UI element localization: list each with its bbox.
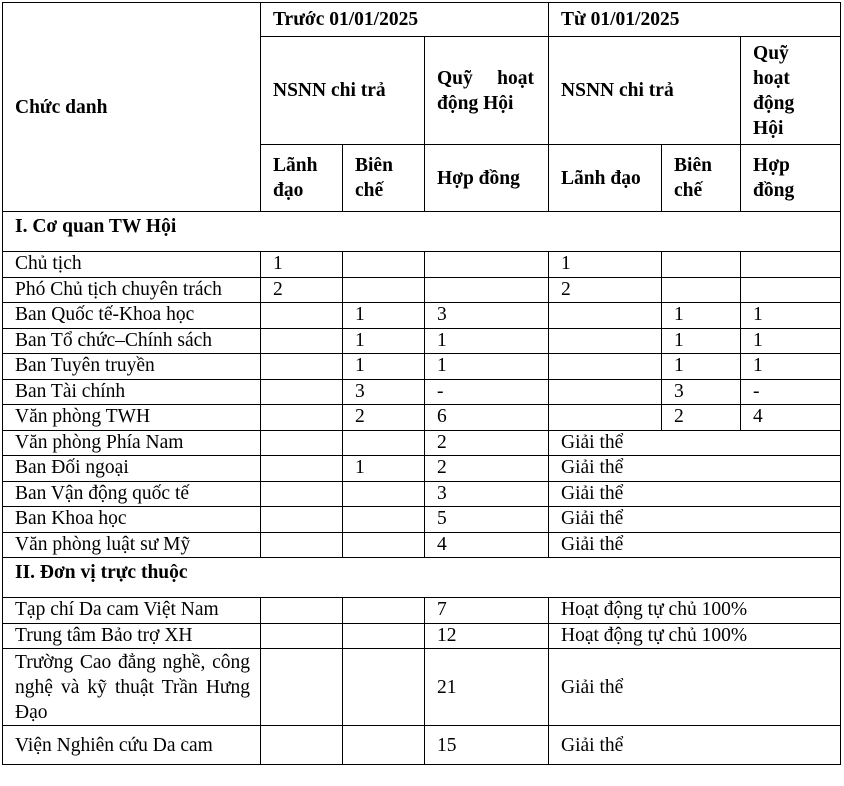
cell-lanh-dao-from bbox=[549, 379, 662, 405]
header-bien-che-from: Biên chế bbox=[662, 145, 741, 212]
row-label: Ban Tuyên truyền bbox=[3, 354, 261, 380]
cell-hop-dong-from: 1 bbox=[741, 328, 841, 354]
cell-bien-che-before: 1 bbox=[343, 354, 425, 380]
cell-hop-dong-from: - bbox=[741, 379, 841, 405]
row-label: Chủ tịch bbox=[3, 252, 261, 278]
cell-hop-dong-before: 3 bbox=[425, 303, 549, 329]
table-row bbox=[3, 405, 841, 431]
header-lanh-dao-from: Lãnh đạo bbox=[549, 145, 662, 212]
cell-hop-dong-before: 12 bbox=[425, 623, 549, 649]
row-label: Ban Vận động quốc tế bbox=[3, 481, 261, 507]
cell-lanh-dao-before bbox=[261, 649, 343, 726]
cell-status-from: Hoạt động tự chủ 100% bbox=[549, 598, 841, 624]
cell-lanh-dao-before bbox=[261, 726, 343, 765]
cell-bien-che-from: 2 bbox=[662, 405, 741, 431]
cell-lanh-dao-before bbox=[261, 532, 343, 558]
cell-bien-che-before bbox=[343, 598, 425, 624]
table-row bbox=[3, 354, 841, 380]
header-lanh-dao-before: Lãnh đạo bbox=[261, 145, 343, 212]
cell-hop-dong-before: 2 bbox=[425, 456, 549, 482]
cell-bien-che-before: 3 bbox=[343, 379, 425, 405]
cell-bien-che-before bbox=[343, 623, 425, 649]
header-from-2025: Từ 01/01/2025 bbox=[549, 3, 841, 37]
cell-lanh-dao-before bbox=[261, 598, 343, 624]
header-row-periods bbox=[3, 3, 841, 37]
header-quy-before: Quỹ hoạt động Hội bbox=[425, 37, 549, 145]
row-label: Ban Đối ngoại bbox=[3, 456, 261, 482]
cell-bien-che-before bbox=[343, 481, 425, 507]
cell-hop-dong-before: 2 bbox=[425, 430, 549, 456]
table-row bbox=[3, 507, 841, 533]
row-label: Tạp chí Da cam Việt Nam bbox=[3, 598, 261, 624]
header-chuc-danh: Chức danh bbox=[3, 3, 261, 212]
cell-hop-dong-from bbox=[741, 277, 841, 303]
cell-lanh-dao-from bbox=[549, 303, 662, 329]
cell-lanh-dao-from bbox=[549, 328, 662, 354]
cell-bien-che-from bbox=[662, 277, 741, 303]
cell-hop-dong-before: 5 bbox=[425, 507, 549, 533]
header-before-2025: Trước 01/01/2025 bbox=[261, 3, 549, 37]
cell-hop-dong-before: 7 bbox=[425, 598, 549, 624]
cell-status-from: Giải thể bbox=[549, 456, 841, 482]
cell-bien-che-before bbox=[343, 252, 425, 278]
cell-lanh-dao-before bbox=[261, 303, 343, 329]
cell-lanh-dao-before bbox=[261, 405, 343, 431]
staffing-table bbox=[2, 2, 841, 765]
cell-hop-dong-before: 1 bbox=[425, 328, 549, 354]
cell-status-from: Hoạt động tự chủ 100% bbox=[549, 623, 841, 649]
section-row bbox=[3, 212, 841, 252]
header-nsnn-before: NSNN chi trả bbox=[261, 37, 425, 145]
table-row bbox=[3, 623, 841, 649]
cell-hop-dong-before: 1 bbox=[425, 354, 549, 380]
row-label: Viện Nghiên cứu Da cam bbox=[3, 726, 261, 765]
cell-bien-che-before bbox=[343, 430, 425, 456]
header-hop-dong-from: Hợp đồng bbox=[741, 145, 841, 212]
header-hop-dong-before: Hợp đồng bbox=[425, 145, 549, 212]
cell-bien-che-from: 1 bbox=[662, 354, 741, 380]
cell-lanh-dao-before bbox=[261, 379, 343, 405]
cell-hop-dong-before bbox=[425, 277, 549, 303]
table-row bbox=[3, 252, 841, 278]
cell-hop-dong-from: 4 bbox=[741, 405, 841, 431]
row-label: Ban Khoa học bbox=[3, 507, 261, 533]
cell-bien-che-before bbox=[343, 277, 425, 303]
row-label: Ban Quốc tế-Khoa học bbox=[3, 303, 261, 329]
cell-status-from: Giải thể bbox=[549, 649, 841, 726]
table-row bbox=[3, 430, 841, 456]
row-label: Phó Chủ tịch chuyên trách bbox=[3, 277, 261, 303]
cell-status-from: Giải thể bbox=[549, 430, 841, 456]
cell-hop-dong-from bbox=[741, 252, 841, 278]
cell-bien-che-before: 2 bbox=[343, 405, 425, 431]
table-row bbox=[3, 598, 841, 624]
cell-lanh-dao-from bbox=[549, 354, 662, 380]
cell-hop-dong-before: 6 bbox=[425, 405, 549, 431]
section-title: II. Đơn vị trực thuộc bbox=[3, 558, 841, 598]
section-title: I. Cơ quan TW Hội bbox=[3, 212, 841, 252]
cell-status-from: Giải thể bbox=[549, 726, 841, 765]
cell-lanh-dao-before bbox=[261, 430, 343, 456]
row-label: Văn phòng Phía Nam bbox=[3, 430, 261, 456]
table-row bbox=[3, 481, 841, 507]
row-label: Ban Tài chính bbox=[3, 379, 261, 405]
cell-hop-dong-before: 21 bbox=[425, 649, 549, 726]
table-row bbox=[3, 649, 841, 726]
row-label: Văn phòng TWH bbox=[3, 405, 261, 431]
section-row bbox=[3, 558, 841, 598]
header-quy-from: Quỹ hoạt động Hội bbox=[741, 37, 841, 145]
cell-status-from: Giải thể bbox=[549, 532, 841, 558]
cell-status-from: Giải thể bbox=[549, 481, 841, 507]
cell-lanh-dao-before bbox=[261, 328, 343, 354]
cell-bien-che-from: 1 bbox=[662, 303, 741, 329]
cell-lanh-dao-before: 1 bbox=[261, 252, 343, 278]
cell-bien-che-from: 1 bbox=[662, 328, 741, 354]
cell-hop-dong-before: 4 bbox=[425, 532, 549, 558]
cell-hop-dong-from: 1 bbox=[741, 354, 841, 380]
cell-lanh-dao-before bbox=[261, 456, 343, 482]
cell-bien-che-before bbox=[343, 649, 425, 726]
cell-bien-che-before bbox=[343, 726, 425, 765]
cell-lanh-dao-from: 2 bbox=[549, 277, 662, 303]
cell-lanh-dao-from bbox=[549, 405, 662, 431]
table-row bbox=[3, 328, 841, 354]
cell-lanh-dao-before: 2 bbox=[261, 277, 343, 303]
table-row bbox=[3, 303, 841, 329]
cell-hop-dong-before: - bbox=[425, 379, 549, 405]
cell-bien-che-before bbox=[343, 507, 425, 533]
cell-bien-che-from: 3 bbox=[662, 379, 741, 405]
table-row bbox=[3, 532, 841, 558]
cell-lanh-dao-before bbox=[261, 354, 343, 380]
table-row bbox=[3, 456, 841, 482]
cell-bien-che-before: 1 bbox=[343, 456, 425, 482]
row-label: Văn phòng luật sư Mỹ bbox=[3, 532, 261, 558]
cell-status-from: Giải thể bbox=[549, 507, 841, 533]
cell-bien-che-before bbox=[343, 532, 425, 558]
cell-hop-dong-before: 15 bbox=[425, 726, 549, 765]
row-label: Ban Tổ chức–Chính sách bbox=[3, 328, 261, 354]
row-label: Trung tâm Bảo trợ XH bbox=[3, 623, 261, 649]
cell-lanh-dao-before bbox=[261, 507, 343, 533]
table-row bbox=[3, 277, 841, 303]
cell-lanh-dao-before bbox=[261, 623, 343, 649]
cell-hop-dong-before bbox=[425, 252, 549, 278]
table-row bbox=[3, 379, 841, 405]
row-label: Trường Cao đẳng nghề, công nghệ và kỹ thuật Trần Hưng Đạo bbox=[3, 649, 261, 726]
table-row bbox=[3, 726, 841, 765]
cell-hop-dong-from: 1 bbox=[741, 303, 841, 329]
cell-bien-che-before: 1 bbox=[343, 328, 425, 354]
header-bien-che-before: Biên chế bbox=[343, 145, 425, 212]
header-nsnn-from: NSNN chi trả bbox=[549, 37, 741, 145]
cell-bien-che-before: 1 bbox=[343, 303, 425, 329]
cell-lanh-dao-from: 1 bbox=[549, 252, 662, 278]
cell-hop-dong-before: 3 bbox=[425, 481, 549, 507]
cell-lanh-dao-before bbox=[261, 481, 343, 507]
cell-bien-che-from bbox=[662, 252, 741, 278]
